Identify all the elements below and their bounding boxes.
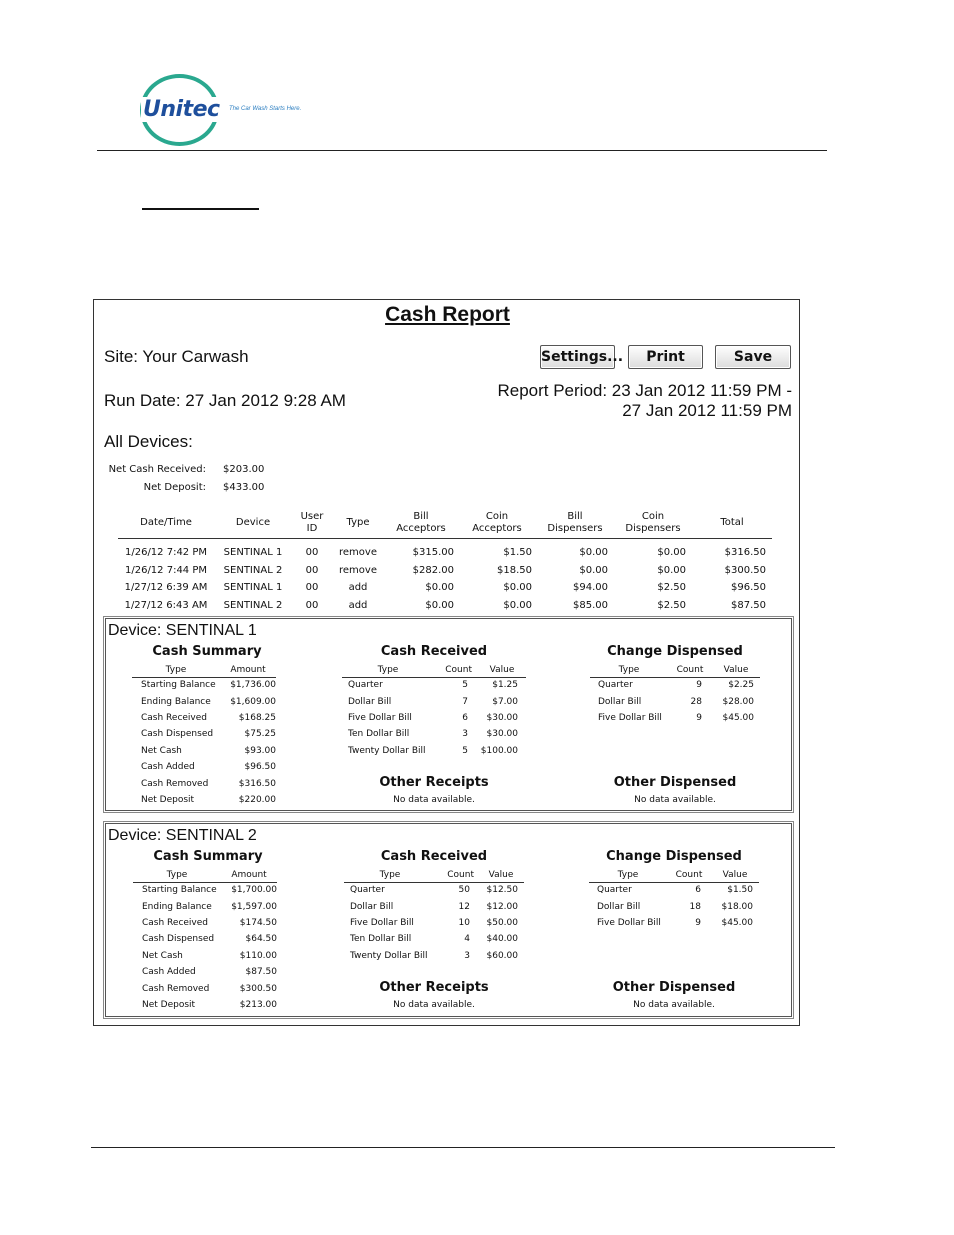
table-row: Quarter 6 $1.50 [597, 885, 753, 896]
table-row: Ending Balance $1,597.00 [142, 901, 277, 912]
transactions-table [118, 508, 772, 614]
cash-summary-heading: Cash Summary [152, 644, 262, 659]
cash-received-table: Type Count Value Quarter 50 $12.50 Dollar Bill 12 $12.00 Five Dollar Bill 10 $50.00 Ten Dollar Bill 4 $40.00 Twenty Dollar Bill 3 $60.00 [344, 868, 524, 964]
tagline: The Car Wash Starts Here. [229, 106, 302, 112]
table-row: Cash Removed $316.50 [141, 778, 276, 789]
cash-report-window [93, 299, 800, 1026]
table-row: Five Dollar Bill 6 $30.00 [348, 712, 518, 723]
table-row: Five Dollar Bill 9 $45.00 [597, 917, 753, 928]
cash-summary-table: Type Amount Starting Balance $1,700.00 Ending Balance $1,597.00 Cash Received $174.50 Cash Dispensed $64.50 Net Cash $110.00 Cash Added $87.50 Cash Removed $300.50 Net Deposit $213.00 [133, 868, 277, 1013]
col-user-id: User ID [292, 508, 332, 538]
table-header-row [118, 508, 772, 538]
logo-text: Unitec [143, 97, 220, 122]
col-datetime: Date/Time [118, 508, 214, 538]
col-type: Type [332, 508, 384, 538]
table-row: 1/26/12 7:42 PM SENTINAL 1 00 remove $315.00 $1.50 $0.00 $0.00 $316.50 [124, 547, 766, 559]
table-row: Five Dollar Bill 9 $45.00 [598, 712, 754, 723]
run-date: Run Date: 27 Jan 2012 9:28 AM [104, 391, 346, 410]
table-row: 1/27/12 6:39 AM SENTINAL 1 00 add $0.00 $0.00 $94.00 $2.50 $96.50 [124, 582, 766, 594]
footer-divider [91, 1147, 835, 1148]
table-row: Cash Received $174.50 [142, 917, 277, 928]
site-label: Site: Your Carwash [104, 347, 249, 366]
change-dispensed-heading: Change Dispensed [606, 849, 742, 864]
table-row: Cash Received $168.25 [141, 712, 276, 723]
table-row: Dollar Bill 7 $7.00 [348, 696, 518, 707]
table-row: Dollar Bill 18 $18.00 [597, 901, 753, 912]
col-coin-dispensers: Coin Dispensers [614, 508, 692, 538]
other-receipts-empty: No data available. [393, 1000, 475, 1010]
col-total: Total [692, 508, 772, 538]
cash-received-heading: Cash Received [380, 849, 488, 864]
device-title: Device: SENTINAL 1 [108, 622, 257, 639]
cash-summary-heading: Cash Summary [153, 849, 263, 864]
other-receipts-heading: Other Receipts [379, 980, 489, 995]
col-bill-acceptors: Bill Acceptors [384, 508, 458, 538]
table-row: 1/27/12 6:43 AM SENTINAL 2 00 add $0.00 $0.00 $85.00 $2.50 $87.50 [124, 599, 766, 611]
table-row: Ten Dollar Bill 3 $30.00 [348, 729, 518, 740]
heading-underline [142, 208, 259, 210]
header-divider [97, 150, 827, 151]
table-row: Ending Balance $1,609.00 [141, 696, 276, 707]
all-devices-heading: All Devices: [104, 432, 193, 451]
settings-button[interactable]: Settings... [540, 345, 615, 369]
cash-received-heading: Cash Received [380, 644, 488, 659]
save-button[interactable]: Save [715, 345, 791, 369]
table-row: Starting Balance $1,736.00 [141, 680, 276, 691]
net-deposit-label: Net Deposit: [143, 482, 206, 493]
device-panel-sentinal-2 [105, 823, 792, 1017]
table-row: Twenty Dollar Bill 3 $60.00 [350, 950, 518, 961]
cash-received-table: Type Count Value Quarter 5 $1.25 Dollar Bill 7 $7.00 Five Dollar Bill 6 $30.00 Ten Dollar Bill 3 $30.00 Twenty Dollar Bill 5 $100.00 [342, 663, 526, 759]
table-row: Cash Removed $300.50 [142, 983, 277, 994]
device-title: Device: SENTINAL 2 [108, 827, 257, 844]
other-dispensed-heading: Other Dispensed [612, 980, 736, 995]
table-row: Net Cash $93.00 [141, 745, 276, 756]
table-row: Net Deposit $213.00 [142, 999, 277, 1010]
report-period-end: 27 Jan 2012 11:59 PM [622, 401, 792, 420]
col-coin-acceptors: Coin Acceptors [458, 508, 536, 538]
table-row: Cash Added $96.50 [141, 762, 276, 773]
net-deposit-value: $433.00 [223, 482, 265, 493]
change-dispensed-table: Type Count Value Quarter 6 $1.50 Dollar Bill 18 $18.00 Five Dollar Bill 9 $45.00 [589, 868, 759, 931]
table-row: Quarter 50 $12.50 [350, 885, 518, 896]
report-period-start: Report Period: 23 Jan 2012 11:59 PM - [497, 381, 792, 400]
table-row: Dollar Bill 28 $28.00 [598, 696, 754, 707]
table-row: Cash Dispensed $75.25 [141, 729, 276, 740]
change-dispensed-heading: Change Dispensed [607, 644, 743, 659]
col-device: Device [214, 508, 292, 538]
table-row: Net Deposit $220.00 [141, 794, 276, 805]
cash-summary-table: Type Amount Starting Balance $1,736.00 Ending Balance $1,609.00 Cash Received $168.25 Cash Dispensed $75.25 Net Cash $93.00 Cash Added $96.50 Cash Removed $316.50 Net Deposit $220.00 [132, 663, 276, 808]
other-dispensed-empty: No data available. [633, 1000, 715, 1010]
report-title-wrap [94, 303, 801, 327]
table-row: Five Dollar Bill 10 $50.00 [350, 917, 518, 928]
table-row: Quarter 5 $1.25 [348, 680, 518, 691]
device-panel-sentinal-1 [105, 618, 792, 811]
table-row: Twenty Dollar Bill 5 $100.00 [348, 745, 518, 756]
table-row: Dollar Bill 12 $12.00 [350, 901, 518, 912]
net-cash-label: Net Cash Received: [108, 464, 206, 475]
table-row: Cash Dispensed $64.50 [142, 934, 277, 945]
table-row: Starting Balance $1,700.00 [142, 885, 277, 896]
print-button[interactable]: Print [628, 345, 703, 369]
col-bill-dispensers: Bill Dispensers [536, 508, 614, 538]
other-receipts-heading: Other Receipts [379, 775, 489, 790]
other-dispensed-heading: Other Dispensed [613, 775, 737, 790]
table-row: Net Cash $110.00 [142, 950, 277, 961]
table-row: Quarter 9 $2.25 [598, 680, 754, 691]
table-row: 1/26/12 7:44 PM SENTINAL 2 00 remove $282.00 $18.50 $0.00 $0.00 $300.50 [124, 564, 766, 576]
table-row: Ten Dollar Bill 4 $40.00 [350, 934, 518, 945]
change-dispensed-table: Type Count Value Quarter 9 $2.25 Dollar Bill 28 $28.00 Five Dollar Bill 9 $45.00 [590, 663, 760, 726]
table-row: Cash Added $87.50 [142, 967, 277, 978]
net-cash-value: $203.00 [223, 464, 265, 475]
report-title: Cash Report [385, 303, 510, 326]
other-receipts-empty: No data available. [393, 795, 475, 805]
other-dispensed-empty: No data available. [634, 795, 716, 805]
